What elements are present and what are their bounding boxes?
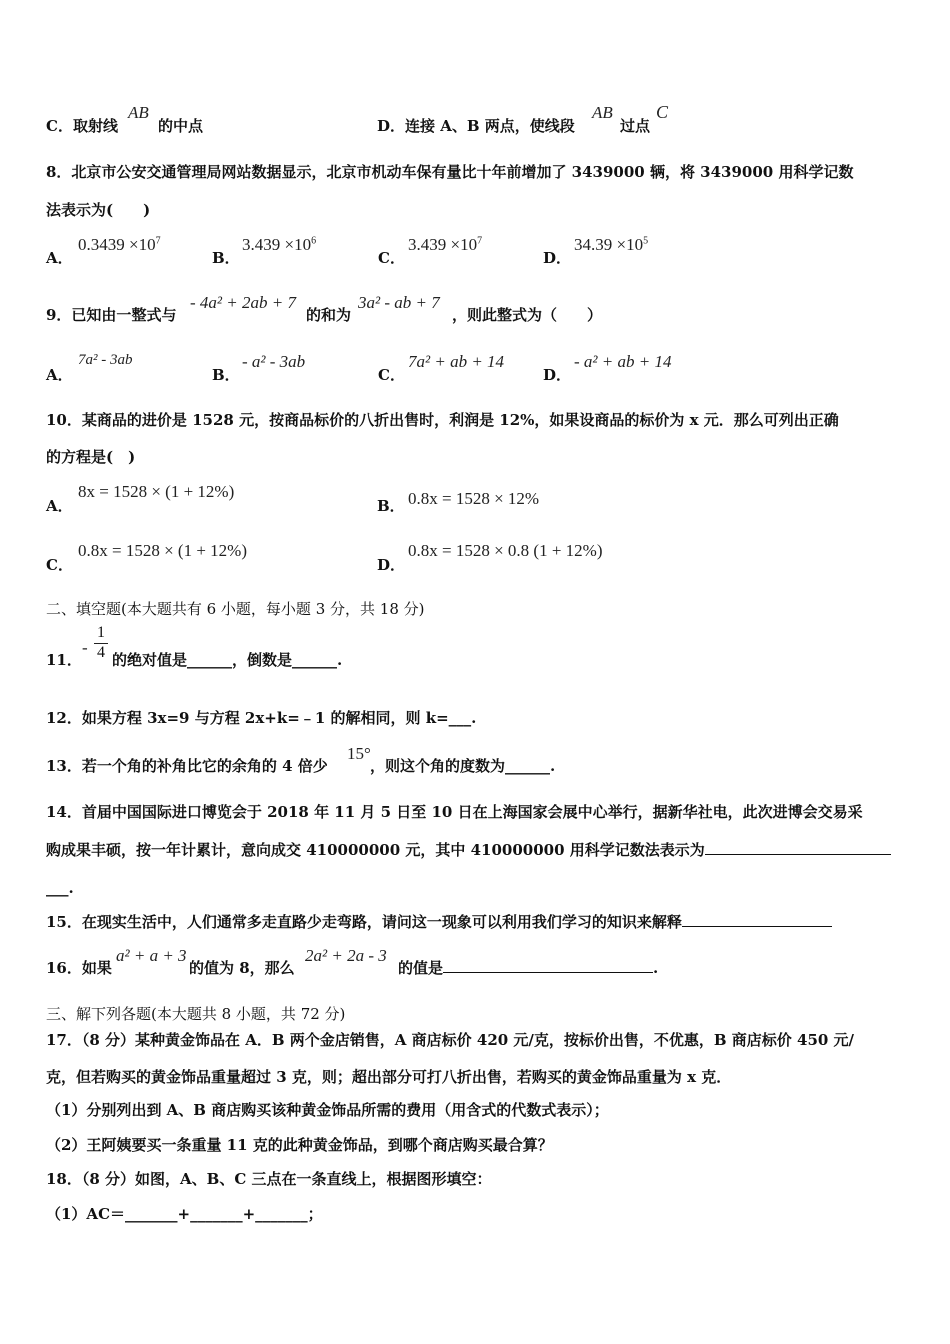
q15-answer-blank[interactable] [682,912,832,927]
q10-option-d-expr: 0.8x = 1528 × 0.8 (1 + 12%) [408,541,603,560]
q9-option-d-label: D． [543,366,572,384]
q10-option-d-label: D． [377,556,406,574]
q10-stem-line2: 的方程是( ) [46,448,136,466]
q9-stem-suffix: ，则此整式为（ ） [452,306,603,324]
q16-mid: 的值为 8，那么 [189,959,295,977]
q16-expr1: a² + a + 3 [116,946,187,965]
section-2-heading: 二、填空题(本大题共有 6 小题，每小题 3 分，共 18 分) [46,600,425,618]
q11-fraction-numerator: 1 [97,624,105,641]
q17-sub2: （2）王阿姨要买一条重量 11 克的此种黄金饰品，到哪个商店购买最合算？ [46,1136,553,1154]
q17-sub1: （1）分别列出到 A、B 商店购买该种黄金饰品所需的费用（用含式的代数式表示）； [46,1101,609,1119]
q10-option-a-expr: 8x = 1528 × (1 + 12%) [78,482,235,501]
q8-stem-line2: 法表示为( ) [46,201,151,219]
q18-sub1: （1）AC＝_______+_______+_______； [46,1205,323,1223]
q8-option-c-label: C． [378,249,405,267]
q18-stem: 18．（8 分）如图，A、B、C 三点在一条直线上，根据图形填空： [46,1170,492,1188]
q10-stem-line1: 10．某商品的进价是 1528 元，按商品标价的八折出售时，利润是 12%，如果设商品的标价为 x 元．那么可列出正确 [46,411,839,429]
q8-option-b-label: B． [212,249,240,267]
q9-expr1: - 4a² + 2ab + 7 [190,293,296,312]
q8-option-d-label: D． [543,249,572,267]
q11-text: 的绝对值是______，倒数是______. [112,651,343,669]
q11-fraction [94,624,108,662]
q13-prefix: 13．若一个角的补角比它的余角的 4 倍少 [46,757,328,775]
q14-answer-blank[interactable] [705,840,891,855]
q9-option-c-expr: 7a² + ab + 14 [408,352,505,371]
q10-option-c-expr: 0.8x = 1528 × (1 + 12%) [78,541,247,560]
q10-option-c-label: C． [46,556,73,574]
q10-option-b-label: B． [377,497,405,515]
q10-option-a-label: A． [46,497,73,515]
q7-option-c-label: C．取射线 [46,117,118,135]
q15-text: 15．在现实生活中，人们通常多走直路少走弯路，请问这一现象可以利用我们学习的知识来解释 [46,912,832,932]
q14-stem-line1: 14．首届中国国际进口博览会于 2018 年 11 月 5 日至 10 日在上海国家会展中心举行，据新华社电，此次进博会交易采 [46,803,863,821]
q9-stem-mid: 的和为 [306,306,352,324]
q7-option-d-label: D．连接 A、B 两点，使线段 [377,117,575,135]
q7-option-d-math2: C [656,102,669,122]
q7-option-c-tail: 的中点 [158,117,204,135]
q9-option-a-expr: 7a² - 3ab [78,352,133,368]
q12-text: 12．如果方程 3x=9 与方程 2x+k=﹣1 的解相同，则 k=___. [46,709,477,727]
q7-option-d-math1: AB [592,103,613,122]
q13-math: 15° [347,744,371,763]
q8-stem-line1: 8．北京市公安交通管理局网站数据显示，北京市机动车保有量比十年前增加了 3439000 辆，将 3439000 用科学记数 [46,163,854,181]
q16-suffix: 的值是 . [398,959,659,977]
q11-fraction-denominator: 4 [94,643,108,662]
q17-stem-line2: 克，但若购买的黄金饰品重量超过 3 克，则；超出部分可打八折出售，若购买的黄金饰品重量为 x 克． [46,1068,732,1086]
q7-option-d-mid: 过点 [620,117,651,135]
q7-option-c-math: AB [128,103,149,122]
q8-option-b-expr: $3.439 \times 10^6$ [242,235,317,254]
section-3-heading: 三、解下列各题(本大题共 8 小题，共 72 分) [46,1005,346,1023]
q9-stem-prefix: 9．已知由一整式与 [46,306,177,324]
q8-option-a-expr: $0.3439 \times 10^7$ [78,235,161,254]
q9-option-b-label: B． [212,366,240,384]
q8-option-c-expr: $3.439 \times 10^7$ [408,235,483,254]
q9-option-a-label: A． [46,366,73,384]
q14-stem-line3: ___. [46,879,74,897]
q16-prefix: 16．如果 [46,959,112,977]
q9-expr2: 3a² - ab + 7 [358,293,440,312]
q9-option-c-label: C． [378,366,405,384]
q16-answer-blank[interactable] [443,958,653,973]
q8-option-a-label: A． [46,249,73,267]
q9-option-d-expr: - a² + ab + 14 [574,352,672,371]
q17-stem-line1: 17．（8 分）某种黄金饰品在 A．B 两个金店销售，A 商店标价 420 元/克，按标价出售，不优惠，B 商店标价 450 元/ [46,1031,855,1049]
q11-minus-sign: - [82,638,88,657]
q8-option-d-expr: $34.39 \times 10^5$ [574,235,649,254]
q14-stem-line2: 购成果丰硕，按一年计累计，意向成交 410000000 元，其中 410000000 用科学记数法表示为 [46,840,891,860]
q9-option-b-expr: - a² - 3ab [242,352,306,371]
q11-number: 11． [46,651,82,669]
q13-suffix: ，则这个角的度数为______. [370,757,556,775]
q10-option-b-expr: 0.8x = 1528 × 12% [408,489,540,508]
q16-expr2: 2a² + 2a - 3 [305,946,387,965]
